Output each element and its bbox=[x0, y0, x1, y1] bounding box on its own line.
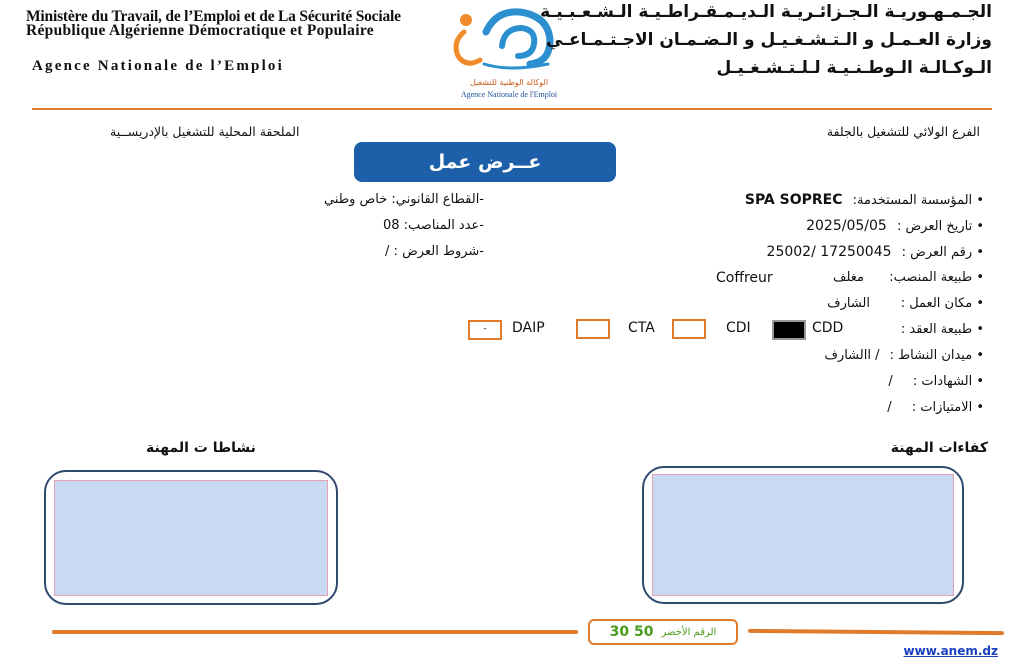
contract-daip-checkbox[interactable]: - bbox=[468, 320, 502, 340]
number-row: • رقم العرض : 25002/ 17250045 bbox=[766, 244, 984, 260]
ministry-ar: وزارة العـمـل و الـتـشـغـيـل و الـضـمـان الاجـتـمـاعـي bbox=[545, 30, 992, 50]
diplomas-label: الشهادات : bbox=[912, 374, 973, 389]
ministry-fr: Ministère du Travail, de l’Emploi et de La Sécurité Sociale bbox=[26, 8, 401, 25]
number-value: 25002/ 17250045 bbox=[766, 244, 892, 260]
location-row: • مكان العمل : bbox=[900, 296, 984, 311]
activities-content-area[interactable] bbox=[54, 480, 328, 596]
positions-count-field: -عدد المناصب: 08 bbox=[382, 218, 484, 233]
position-value-fr: Coffreur bbox=[716, 270, 773, 286]
contract-cdd-checkbox[interactable] bbox=[772, 320, 806, 340]
logo-caption-fr: Agence Nationale de l'Emploi bbox=[460, 90, 558, 99]
location-value: الشارف bbox=[827, 296, 870, 311]
employer-label: المؤسسة المستخدمة: bbox=[852, 193, 973, 208]
position-row: • طبيعة المنصب: bbox=[889, 270, 984, 285]
contract-cdi-label: CDI bbox=[726, 320, 751, 336]
conditions-field: -شروط العرض : / bbox=[385, 244, 484, 259]
green-number: 30 50 bbox=[609, 624, 654, 640]
employer-value: SPA SOPREC bbox=[744, 192, 843, 208]
agency-ar: الـوكـالـة الـوطـنـيـة لـلـتـشـغـيـل bbox=[716, 58, 992, 78]
page-title: عــرض عمل bbox=[354, 142, 616, 182]
contract-cdd-label: CDD bbox=[812, 320, 844, 336]
activity-row: • ميدان النشاط : / االشارف bbox=[824, 348, 984, 363]
employer-row: • المؤسسة المستخدمة: SPA SOPREC bbox=[744, 192, 984, 208]
position-value-ar: مغلف bbox=[833, 270, 864, 285]
agency-fr: Agence Nationale de l’Emploi bbox=[32, 58, 285, 74]
diplomas-row: • الشهادات : / bbox=[888, 374, 984, 389]
activities-title: نشاطا ت المهنة bbox=[146, 440, 256, 456]
green-number-label: الرقم الأخضر bbox=[661, 626, 717, 638]
benefits-value: / bbox=[887, 400, 892, 415]
website-link[interactable]: www.anem.dz bbox=[903, 644, 998, 658]
benefits-row: • الامتيازات : / bbox=[887, 400, 984, 415]
location-label: مكان العمل : bbox=[900, 296, 973, 311]
date-label: تاريخ العرض : bbox=[896, 219, 973, 234]
contract-label: طبيعة العقد : bbox=[900, 322, 973, 337]
diplomas-value: / bbox=[888, 374, 893, 389]
branch-name: الفرع الولائي للتشغيل بالجلفة bbox=[826, 124, 980, 139]
activity-value: / االشارف bbox=[824, 348, 880, 363]
date-row: • تاريخ العرض : 2025/05/05 bbox=[806, 218, 984, 234]
number-label: رقم العرض : bbox=[901, 245, 973, 260]
activity-label: ميدان النشاط : bbox=[889, 348, 973, 363]
footer-line-left bbox=[52, 630, 578, 634]
republic-ar: الجـمـهـوريـة الـجـزائـريـة الـديـمـقـراطـيـة الـشـعـبـيـة bbox=[540, 2, 992, 22]
green-number-badge bbox=[588, 619, 738, 645]
header-divider bbox=[32, 108, 992, 110]
competences-title: كفاءات المهنة bbox=[890, 440, 988, 456]
contract-cta-label: CTA bbox=[628, 320, 655, 336]
date-value: 2025/05/05 bbox=[806, 218, 887, 234]
local-office-name: الملحقة المحلية للتشغيل بالإدريســية bbox=[110, 124, 300, 139]
position-label: طبيعة المنصب: bbox=[889, 270, 973, 285]
contract-daip-label: DAIP bbox=[512, 320, 545, 336]
logo-caption-ar: الوكالة الوطنية للتشغيل bbox=[469, 78, 549, 87]
benefits-label: الامتيازات : bbox=[911, 400, 973, 415]
contract-row: • طبيعة العقد : bbox=[900, 322, 984, 337]
footer-line-right bbox=[748, 629, 1004, 635]
contract-cta-checkbox[interactable] bbox=[576, 319, 610, 339]
republic-fr: République Algérienne Démocratique et Populaire bbox=[26, 22, 374, 39]
contract-cdi-checkbox[interactable] bbox=[672, 319, 706, 339]
sector-field: -القطاع القانوني: خاص وطني bbox=[324, 192, 484, 207]
competences-content-area[interactable] bbox=[652, 474, 954, 596]
